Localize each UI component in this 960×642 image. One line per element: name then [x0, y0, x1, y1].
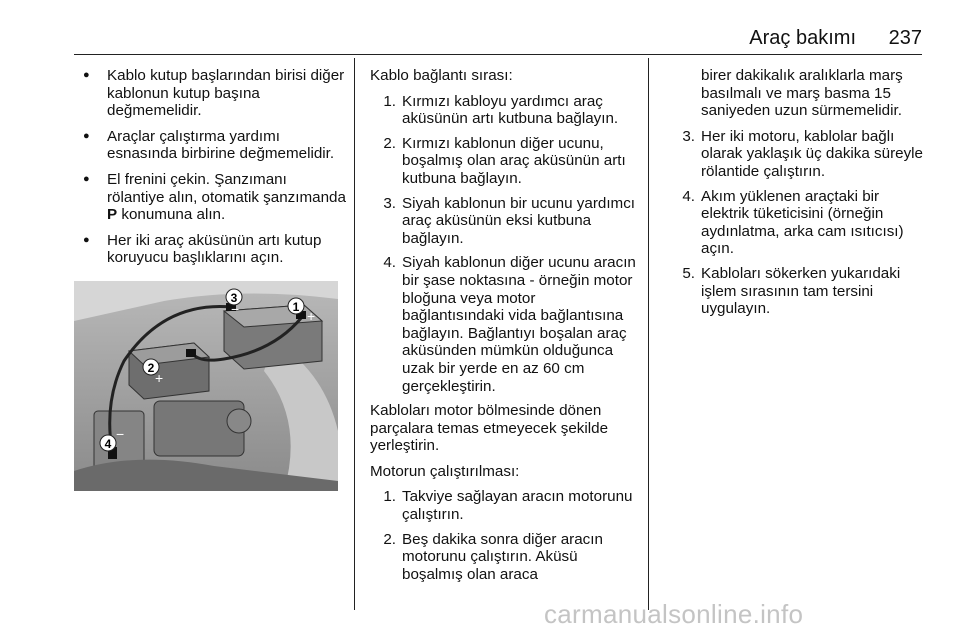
continuation-text: birer dakikalık aralıklarla marş basılmalı ve marş basma 15 saniyeden uzun sürmemelidir. — [701, 67, 903, 120]
callout-1-label: 1 — [292, 299, 300, 314]
bullet-vehicles-contact: ● Araçlar çalıştırma yardımı esnasında birbirine değmemelidir. — [74, 128, 346, 163]
callout-2-label: 2 — [147, 360, 155, 375]
step-text: Siyah kablonun bir ucunu yardımcı araç aküsünün eksi kutbuna bağlayın. — [402, 194, 636, 247]
step-text: Kırmızı kabloyu yardımcı araç aküsünün artı kutbuna bağlayın. — [402, 92, 619, 128]
jump-start-illustration — [74, 281, 338, 491]
page-number: 237 — [888, 27, 922, 49]
step-text: Takviye sağlayan aracın motorunu çalıştırın. — [402, 488, 633, 524]
step-text: Kabloları sökerken yukarıdaki işlem sırasının tam tersini uygulayın. — [701, 264, 901, 318]
watermark: carmanualsonline.info — [544, 599, 804, 629]
step-text: Beş dakika sonra diğer aracın motorunu çalıştırın. Aküsü boşalmış olan araca — [402, 530, 603, 583]
step-number: 3. — [383, 194, 396, 212]
bullet-cable-contact: ● Kablo kutup başlarından birisi diğer kablonun kutup başına değmemelidir. — [74, 67, 346, 120]
start-step — [370, 531, 640, 584]
step-number: 4. — [383, 254, 396, 272]
step-number: 3. — [682, 127, 695, 145]
step-number: 2. — [383, 134, 396, 152]
step-number: 4. — [682, 187, 695, 205]
header-rule — [74, 54, 922, 55]
start-step — [669, 188, 931, 258]
callout-3 — [226, 289, 242, 317]
step-number: 1. — [383, 488, 396, 506]
step-number: 5. — [682, 264, 695, 282]
start-heading: Motorun çalıştırılması: — [370, 462, 520, 480]
plus-sign-2: + — [155, 369, 164, 386]
step-number: 2. — [383, 530, 396, 548]
callout-2 — [143, 359, 163, 386]
minus-sign-4: − — [116, 425, 125, 442]
callout-4-label: 4 — [104, 436, 112, 451]
callout-4 — [100, 426, 124, 451]
start-step — [669, 265, 931, 318]
minus-sign-3: − — [231, 300, 240, 317]
plus-sign-1: + — [307, 307, 316, 324]
step-text: Kırmızı kablonun diğer ucunu, boşalmış olan araç aküsünün artı kutbuna bağlayın. — [402, 134, 626, 187]
handbrake-text-end: konumuna alın. — [117, 206, 226, 224]
column-1 — [74, 67, 346, 491]
column-divider-right — [648, 58, 649, 610]
park-position: P — [107, 206, 118, 224]
callout-layer — [74, 281, 338, 491]
column-3 — [669, 67, 931, 325]
page-header — [0, 27, 960, 56]
bullet-terminal-caps: ● Her iki araç aküsünün artı kutup koruyucu başlıklarını açın. — [74, 232, 346, 267]
connect-step — [370, 93, 640, 128]
section-title: Araç bakımı — [749, 27, 856, 49]
step-number: 1. — [383, 92, 396, 110]
callout-3-label: 3 — [230, 290, 238, 305]
handbrake-text: El frenini çekin. Şanzımanı rölantiye alın, otomatik şanzımanda — [107, 170, 346, 206]
column-2 — [370, 67, 640, 590]
connect-step — [370, 254, 640, 395]
step-text: Akım yüklenen araçtaki bir elektrik tüketicisini (örneğin aydınlatma, arka cam ısıtıcısı) açın. — [701, 187, 904, 258]
start-step — [370, 488, 640, 523]
callout-1 — [288, 298, 315, 324]
column-divider-left — [354, 58, 355, 610]
connect-heading: Kablo bağlantı sırası: — [370, 67, 513, 84]
step-text: Her iki motoru, kablolar bağlı olarak yaklaşık üç dakika süreyle rölantide çalıştırın. — [701, 127, 924, 180]
connect-step — [370, 135, 640, 188]
step-text: Siyah kablonun diğer ucunu aracın bir şase noktasına - örneğin motor bloğuna veya motor bağlantısındaki vida bağlantısına bağlayın. Bağlantıyı boşalan araç aküsünden mümkün olduğunca uzak bir yerde en az 60 cm gerçekleştirin. — [402, 254, 636, 395]
routing-note: Kabloları motor bölmesinde dönen parçalara temas etmeyecek şekilde yerleştirin. — [370, 402, 609, 455]
bullet-handbrake — [74, 171, 346, 224]
start-step — [669, 128, 931, 181]
connect-step — [370, 195, 640, 248]
